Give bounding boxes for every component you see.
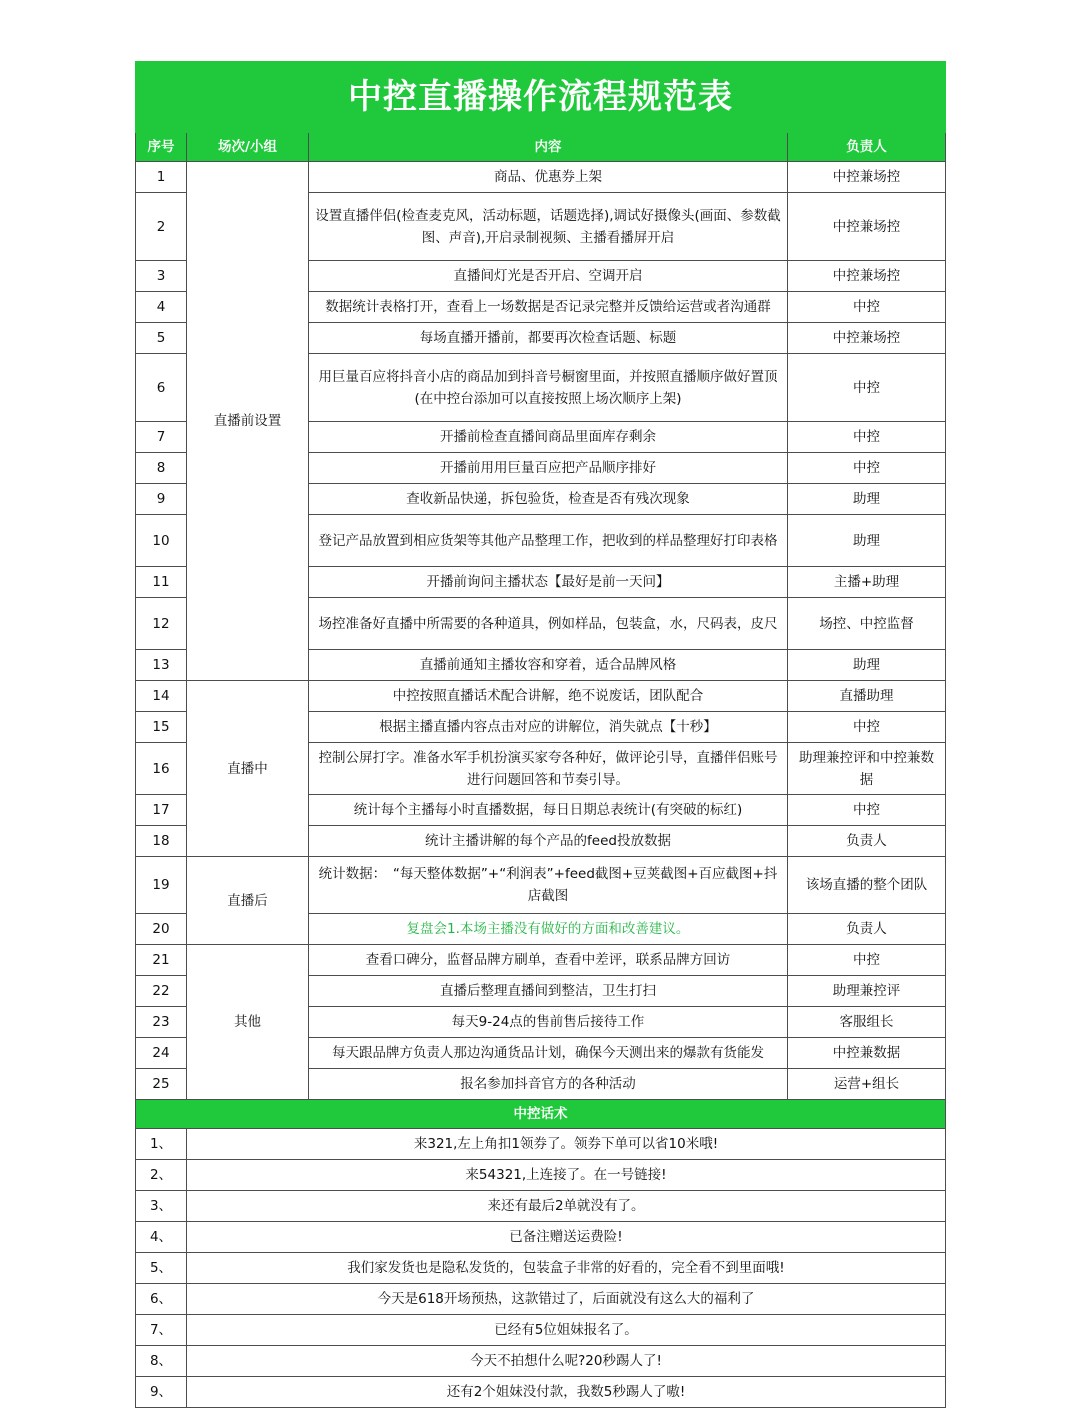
row-content: 直播后整理直播间到整洁，卫生打扫: [309, 976, 788, 1007]
header-owner: 负责人: [788, 133, 946, 162]
row-owner: 中控: [788, 712, 946, 743]
row-no: 21: [136, 945, 187, 976]
sheet-title: 中控直播操作流程规范表: [136, 62, 946, 133]
row-owner: 该场直播的整个团队: [788, 857, 946, 914]
row-content: 报名参加抖音官方的各种活动: [309, 1069, 788, 1100]
row-content: 每天9-24点的售前售后接待工作: [309, 1007, 788, 1038]
process-sheet: [135, 61, 945, 1408]
row-content: 数据统计表格打开，查看上一场数据是否记录完整并反馈给运营或者沟通群: [309, 292, 788, 323]
row-owner: 中控兼数据: [788, 1038, 946, 1069]
row-no: 10: [136, 515, 187, 567]
row-no: 20: [136, 914, 187, 945]
row-owner: 助理: [788, 484, 946, 515]
row-content: 每天跟品牌方负责人那边沟通货品计划，确保今天测出来的爆款有货能发: [309, 1038, 788, 1069]
row-content-highlight: 复盘会1.本场主播没有做好的方面和改善建议。: [309, 914, 788, 945]
row-no: 7: [136, 422, 187, 453]
row-owner: 负责人: [788, 914, 946, 945]
row-owner: 负责人: [788, 826, 946, 857]
row-owner: 直播助理: [788, 681, 946, 712]
row-no: 16: [136, 743, 187, 795]
row-owner: 中控兼场控: [788, 261, 946, 292]
row-no: 8: [136, 453, 187, 484]
row-owner: 中控兼场控: [788, 193, 946, 261]
process-table: [135, 61, 946, 1408]
group-cell: 其他: [187, 945, 309, 1100]
row-no: 23: [136, 1007, 187, 1038]
talk-text: 今天是618开场预热，这款错过了，后面就没有这么大的福利了: [187, 1284, 946, 1315]
row-owner: 中控: [788, 292, 946, 323]
row-owner: 中控: [788, 945, 946, 976]
row-no: 19: [136, 857, 187, 914]
row-no: 25: [136, 1069, 187, 1100]
row-content: 登记产品放置到相应货架等其他产品整理工作，把收到的样品整理好打印表格: [309, 515, 788, 567]
row-content: 每场直播开播前，都要再次检查话题、标题: [309, 323, 788, 354]
talk-no: 3、: [136, 1191, 187, 1222]
row-owner: 中控兼场控: [788, 162, 946, 193]
row-owner: 助理: [788, 650, 946, 681]
talk-no: 4、: [136, 1222, 187, 1253]
row-owner: 助理: [788, 515, 946, 567]
talk-no: 5、: [136, 1253, 187, 1284]
header-content: 内容: [309, 133, 788, 162]
row-content: 商品、优惠券上架: [309, 162, 788, 193]
row-content: 统计主播讲解的每个产品的feed投放数据: [309, 826, 788, 857]
row-no: 1: [136, 162, 187, 193]
talk-text: 来321,左上角扣1领券了。领券下单可以省10米哦!: [187, 1129, 946, 1160]
row-no: 6: [136, 354, 187, 422]
group-cell: 直播中: [187, 681, 309, 857]
talk-text: 还有2个姐妹没付款，我数5秒踢人了嗷!: [187, 1377, 946, 1408]
row-no: 24: [136, 1038, 187, 1069]
group-cell: 直播后: [187, 857, 309, 945]
row-content: 开播前用用巨量百应把产品顺序排好: [309, 453, 788, 484]
talk-text: 我们家发货也是隐私发货的，包装盒子非常的好看的，完全看不到里面哦!: [187, 1253, 946, 1284]
row-content: 直播前通知主播妆容和穿着，适合品牌风格: [309, 650, 788, 681]
talk-no: 6、: [136, 1284, 187, 1315]
row-content: 直播间灯光是否开启、空调开启: [309, 261, 788, 292]
talk-no: 8、: [136, 1346, 187, 1377]
talk-no: 9、: [136, 1377, 187, 1408]
row-no: 11: [136, 567, 187, 598]
row-content: 中控按照直播话术配合讲解，绝不说废话，团队配合: [309, 681, 788, 712]
row-owner: 中控: [788, 354, 946, 422]
row-content: 统计每个主播每小时直播数据，每日日期总表统计(有突破的标红): [309, 795, 788, 826]
header-no: 序号: [136, 133, 187, 162]
row-owner: 助理兼控评: [788, 976, 946, 1007]
row-content: 查看口碑分，监督品牌方刷单，查看中差评，联系品牌方回访: [309, 945, 788, 976]
row-no: 2: [136, 193, 187, 261]
talk-no: 1、: [136, 1129, 187, 1160]
row-no: 18: [136, 826, 187, 857]
row-owner: 客服组长: [788, 1007, 946, 1038]
row-content: 设置直播伴侣(检查麦克风，活动标题，话题选择),调试好摄像头(画面、参数截图、声音),开启录制视频、主播看播屏开启: [309, 193, 788, 261]
talk-text: 今天不拍想什么呢?20秒踢人了!: [187, 1346, 946, 1377]
talk-section-title: 中控话术: [136, 1100, 946, 1129]
row-no: 15: [136, 712, 187, 743]
row-no: 14: [136, 681, 187, 712]
talk-no: 2、: [136, 1160, 187, 1191]
row-owner: 运营+组长: [788, 1069, 946, 1100]
row-content: 查收新品快递，拆包验货，检查是否有残次现象: [309, 484, 788, 515]
header-group: 场次/小组: [187, 133, 309, 162]
row-owner: 中控: [788, 453, 946, 484]
row-owner: 中控: [788, 422, 946, 453]
row-content: 用巨量百应将抖音小店的商品加到抖音号橱窗里面，并按照直播顺序做好置顶(在中控台添加可以直接按照上场次顺序上架): [309, 354, 788, 422]
row-owner: 场控、中控监督: [788, 598, 946, 650]
row-no: 17: [136, 795, 187, 826]
row-content: 开播前询问主播状态【最好是前一天问】: [309, 567, 788, 598]
talk-no: 7、: [136, 1315, 187, 1346]
row-no: 13: [136, 650, 187, 681]
row-owner: 中控: [788, 795, 946, 826]
row-owner: 助理兼控评和中控兼数据: [788, 743, 946, 795]
row-owner: 中控兼场控: [788, 323, 946, 354]
talk-text: 已备注赠送运费险!: [187, 1222, 946, 1253]
row-no: 12: [136, 598, 187, 650]
row-content: 根据主播直播内容点击对应的讲解位，消失就点【十秒】: [309, 712, 788, 743]
row-no: 4: [136, 292, 187, 323]
row-no: 22: [136, 976, 187, 1007]
row-no: 5: [136, 323, 187, 354]
talk-text: 已经有5位姐妹报名了。: [187, 1315, 946, 1346]
row-content: 场控准备好直播中所需要的各种道具，例如样品，包装盒，水，尺码表，皮尺: [309, 598, 788, 650]
talk-text: 来54321,上连接了。在一号链接!: [187, 1160, 946, 1191]
row-content: 统计数据： “每天整体数据”+“利润表”+feed截图+豆荚截图+百应截图+抖店截图: [309, 857, 788, 914]
row-owner: 主播+助理: [788, 567, 946, 598]
row-no: 9: [136, 484, 187, 515]
row-content: 开播前检查直播间商品里面库存剩余: [309, 422, 788, 453]
talk-text: 来还有最后2单就没有了。: [187, 1191, 946, 1222]
row-no: 3: [136, 261, 187, 292]
row-content: 控制公屏打字。准备水军手机扮演买家夸各种好，做评论引导，直播伴侣账号进行问题回答和节奏引导。: [309, 743, 788, 795]
group-cell: 直播前设置: [187, 162, 309, 681]
